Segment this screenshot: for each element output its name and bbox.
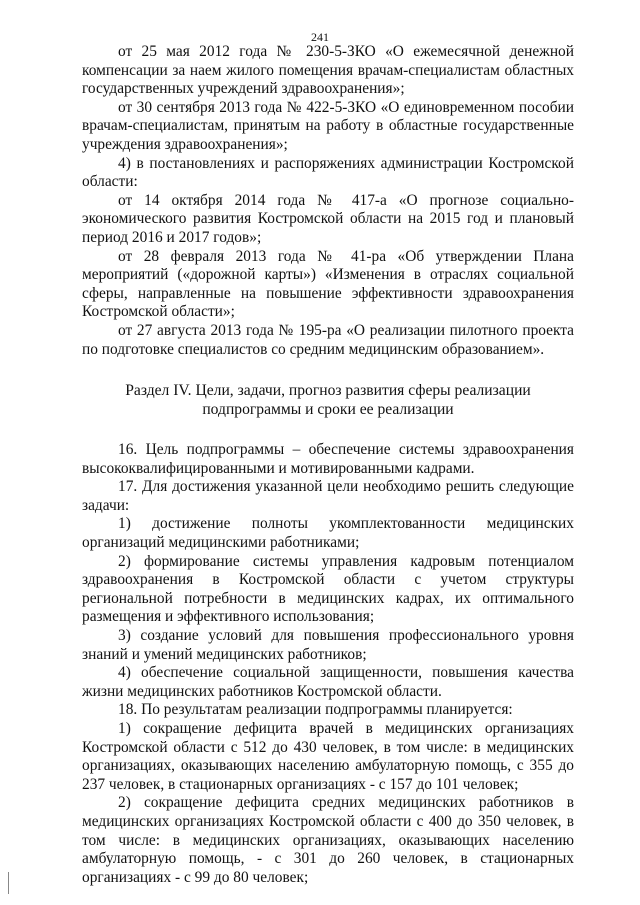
page-number: 241 [311, 30, 329, 44]
paragraph-law-230: от 25 мая 2012 года № 230-5-ЗКО «О ежемесячной денежной компенсации за наем жилого помещения врачам-специалистам областных государственных учреждений здравоохранения»; [82, 43, 574, 98]
paragraph-order-41: от 28 февраля 2013 года № 41-ра «Об утверждении Плана мероприятий («дорожной карты») «Изменения в отраслях социальной сферы, направленные на повышение эффективности здравоохранения Костромской области»; [82, 247, 574, 321]
task-item-2: 2) формирование системы управления кадровым потенциалом здравоохранения в Костромской области с учетом структуры региональной потребности в медицинских кадрах, их оптимального размещения и эффективного использования; [82, 552, 574, 626]
document-body [82, 43, 574, 887]
section-heading-line-1: Раздел IV. Цели, задачи, прогноз развития сферы реализации [125, 382, 531, 400]
result-item-2: 2) сокращение дефицита средних медицинских работников в медицинских организациях Костромской области с 400 до 350 человек, в том числе: в медицинских организациях, оказывающих населению амбулаторную помощь, - с 301 до 260 человек, в стационарных организациях - с 99 до 80 человек; [82, 794, 574, 886]
task-item-3: 3) создание условий для повышения профессионального уровня знаний и умений медицинских работников; [82, 627, 574, 663]
task-item-4: 4) обеспечение социальной защищенности, повышения качества жизни медицинских работников Костромской области. [82, 664, 574, 700]
paragraph-decree-417: от 14 октября 2014 года № 417-а «О прогнозе социально-экономического развития Костромской области на 2015 год и плановый период 2016 и 2017 годов»; [82, 191, 574, 246]
paragraph-16-goal: 16. Цель подпрограммы – обеспечение системы здравоохранения высококвалифицированными и мотивированными кадрами. [82, 441, 574, 477]
section-heading-line-2: подпрограммы и сроки ее реализации [202, 401, 454, 419]
task-item-1: 1) достижение полноты укомплектованности медицинских организаций медицинскими работниками; [82, 515, 574, 552]
result-item-1: 1) сокращение дефицита врачей в медицинских организациях Костромской области с 512 до 430 человек, в том числе: в медицинских организациях, оказывающих населению амбулаторную помощь, с 355 до 237 человек, в стационарных организациях - с 157 до 101 человек; [82, 720, 574, 793]
section-heading [82, 381, 574, 419]
paragraph-18-results: 18. По результатам реализации подпрограммы планируется: [118, 701, 513, 719]
scan-margin-mark [8, 872, 9, 894]
paragraph-17-tasks: 17. Для достижения указанной цели необходимо решить следующие задачи: [82, 478, 574, 514]
paragraph-order-195: от 27 августа 2013 года № 195-ра «О реализации пилотного проекта по подготовке специалистов со средним медицинским образованием». [82, 321, 574, 358]
paragraph-law-422: от 30 сентября 2013 года № 422-5-ЗКО «О единовременном пособии врачам-специалистам, принятым на работу в областные государственные учреждения здравоохранения»; [82, 98, 574, 153]
paragraph-item-4: 4) в постановлениях и распоряжениях администрации Костромской области: [82, 154, 574, 191]
